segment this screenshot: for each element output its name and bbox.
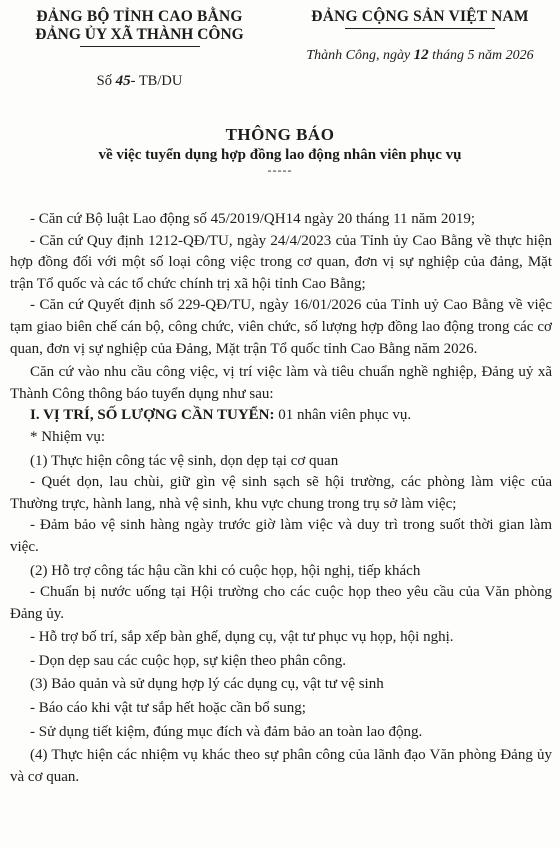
duty-item: (3) Bảo quản và sử dụng hợp lý các dụng cụ, vật tư vệ sinh [30, 676, 384, 693]
duty-item: - Đảm bảo vệ sinh hàng ngày trước giờ làm việc và duy trì trong suốt thời gian làm việc. [10, 517, 552, 555]
issuer-underline [80, 46, 200, 47]
title-separator: ----- [267, 163, 293, 177]
title-main: THÔNG BÁO [225, 125, 335, 144]
section-1-heading: I. VỊ TRÍ, SỐ LƯỢNG CẦN TUYỂN: 01 nhân viên phục vụ. [30, 407, 412, 424]
document-number-value: 45 [115, 73, 131, 89]
document-body [10, 209, 552, 788]
duty-item: - Chuẩn bị nước uống tại Hội trường cho các cuộc họp theo yêu cầu của Văn phòng Đảng ủy. [10, 584, 552, 622]
party-committee-name: ĐẢNG BỘ TỈNH CAO BẰNG [36, 8, 243, 25]
duty-item: (4) Thực hiện các nhiệm vụ khác theo sự phân công của lãnh đạo Văn phòng Đảng ủy và cơ quan. [10, 747, 552, 785]
date-day: 12 [413, 47, 429, 63]
duty-item: - Hỗ trợ bố trí, sắp xếp bàn ghế, dụng cụ, vật tư phục vụ họp, hội nghị. [30, 629, 454, 646]
party-underline [345, 28, 495, 29]
duty-item: (1) Thực hiện công tác vệ sinh, dọn dẹp tại cơ quan [30, 452, 339, 469]
duty-item: - Dọn dẹp sau các cuộc họp, sự kiện theo phân công. [30, 652, 346, 669]
announcement-intro: Căn cứ vào nhu cầu công việc, vị trí việc làm và tiêu chuẩn nghề nghiệp, Đảng uỷ xã Thành Công thông báo tuyển dụng như sau: [10, 364, 552, 402]
duty-item: (2) Hỗ trợ công tác hậu cần khi có cuộc họp, hội nghị, tiếp khách [30, 562, 421, 579]
duty-item: - Quét dọn, lau chùi, giữ gìn vệ sinh sạch sẽ hội trường, các phòng làm việc của Thường trực, hành lang, nhà vệ sinh, khu vực chung trong trụ sở làm việc; [10, 474, 552, 512]
legal-basis-1: - Căn cứ Bộ luật Lao động số 45/2019/QH14 ngày 20 tháng 11 năm 2019; [30, 211, 476, 227]
motto-block [285, 8, 555, 64]
duty-item: - Sử dụng tiết kiệm, đúng mục đích và đảm bảo an toàn lao động. [30, 723, 423, 740]
duties-label: * Nhiệm vụ: [30, 428, 105, 445]
commune-committee-name: ĐẢNG ỦY XÃ THÀNH CÔNG [35, 26, 244, 43]
document-title [0, 125, 560, 175]
title-subject: về việc tuyển dụng hợp đồng lao động nhân viên phục vụ [98, 147, 462, 163]
legal-basis-3: - Căn cứ Quyết định số 229-QĐ/TU, ngày 16/01/2026 của Tỉnh uỷ Cao Bằng về việc tạm giao biên chế cán bộ, công chức, viên chức, số lượng hợp đồng lao động trong các cơ quan, đơn vị sự nghiệp của Đảng, Mặt trận Tổ quốc tỉnh Cao Bằng năm 2026. [10, 297, 552, 357]
document-header [0, 8, 560, 123]
legal-basis-2: - Căn cứ Quy định 1212-QĐ/TU, ngày 24/4/2023 của Tỉnh ủy Cao Bằng về thực hiện hợp đồng đối với một số loại công việc trong cơ quan, đơn vị sự nghiệp của đảng, Mặt trận Tổ quốc và các tổ chức chính trị xã hội tỉnh Cao Bằng; [10, 232, 552, 292]
duty-item: - Báo cáo khi vật tư sắp hết hoặc cần bổ sung; [30, 700, 306, 717]
document-number: Số 45- TB/DU [96, 73, 183, 89]
issuer-block [12, 8, 267, 90]
party-name: ĐẢNG CỘNG SẢN VIỆT NAM [311, 8, 529, 25]
place-and-date: Thành Công, ngày 12 tháng 5 năm 2026 [306, 47, 534, 63]
